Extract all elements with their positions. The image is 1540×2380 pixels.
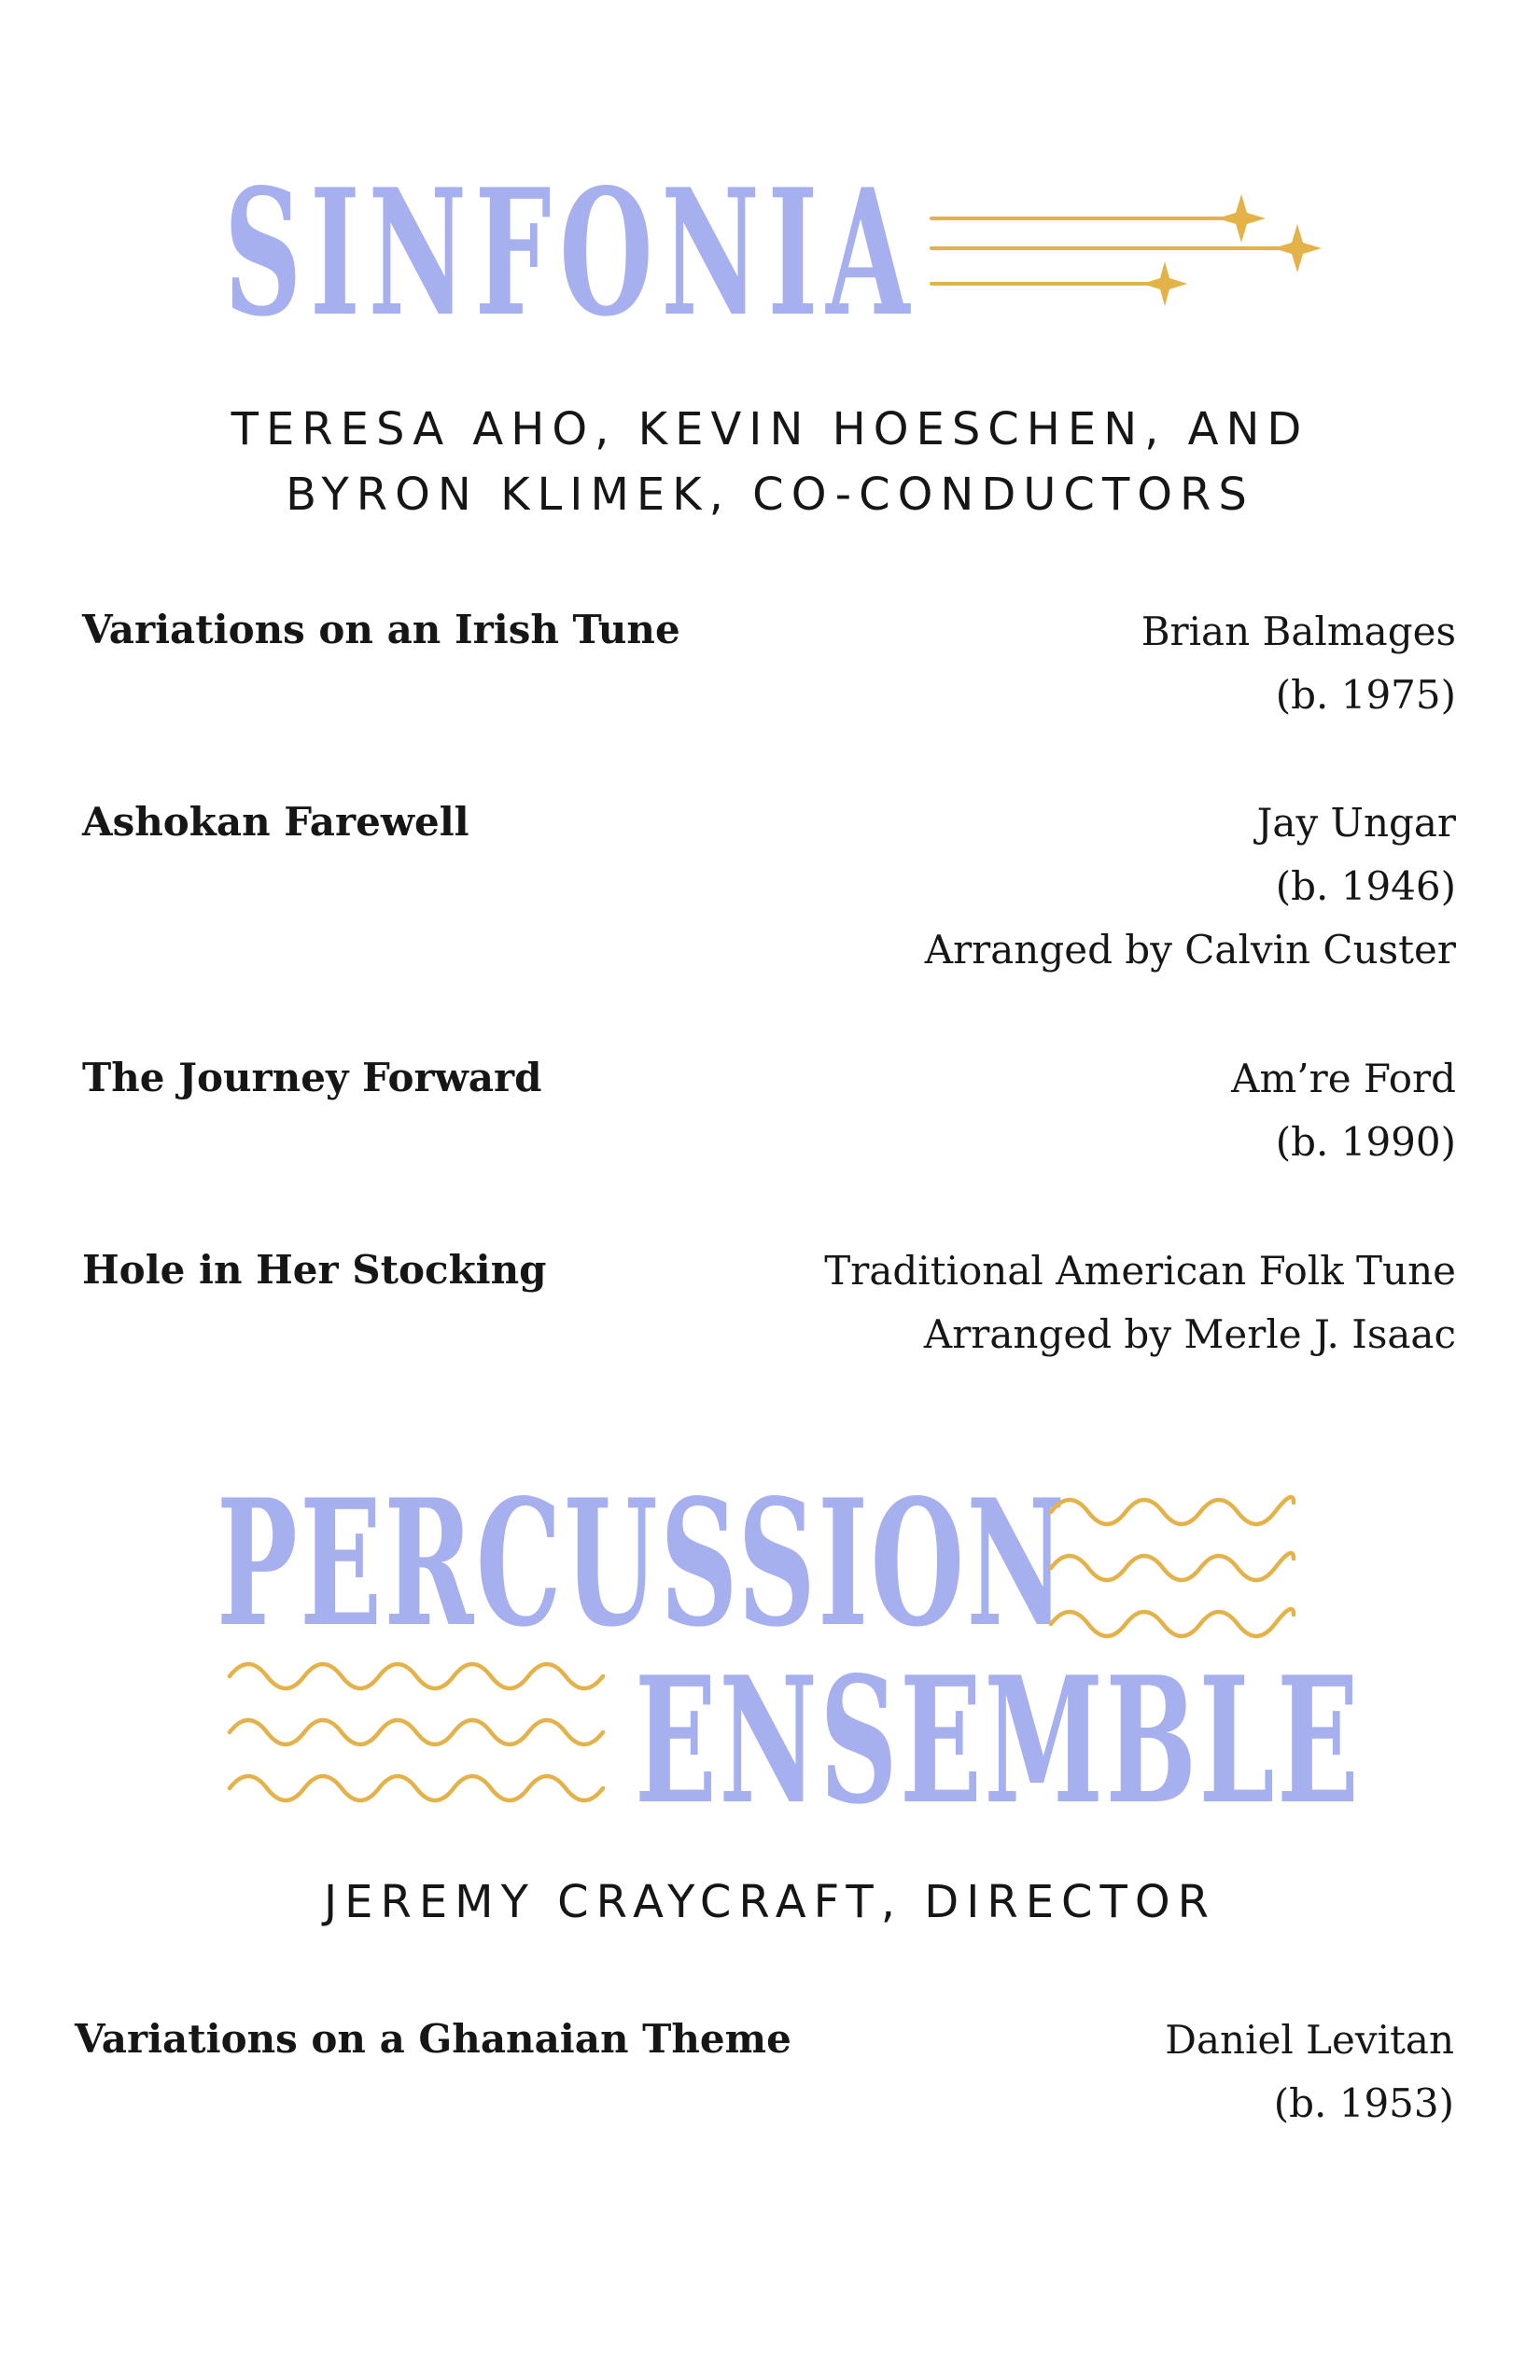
composer-credits (1231, 1047, 1456, 1174)
shooting-stars-icon (924, 187, 1335, 317)
conductors-line-2: BYRON KLIMEK, CO-CONDUCTORS (286, 469, 1254, 521)
waves-icon (224, 1643, 625, 1811)
composer-name: Traditional American Folk Tune (824, 1248, 1456, 1294)
piece-title: Hole in Her Stocking (82, 1247, 547, 1293)
composer-credits (1165, 2009, 1454, 2135)
director-line: JEREMY CRAYCRAFT, DIRECTOR (323, 1876, 1216, 1928)
composer-dates: (b. 1990) (1275, 1119, 1456, 1165)
conductors-line-1: TERESA AHO, KEVIN HOESCHEN, AND (231, 403, 1309, 455)
composer-name: Daniel Levitan (1165, 2017, 1454, 2063)
composer-dates: (b. 1946) (1275, 863, 1456, 909)
composer-credits (1141, 600, 1456, 727)
percussion-title-line-1: PERCUSSION (217, 1461, 1068, 1665)
arranger-credit: Arranged by Calvin Custer (924, 927, 1456, 973)
piece-title: Ashokan Farewell (82, 799, 469, 845)
composer-credits (824, 1239, 1456, 1366)
percussion-title-line-2: ENSEMBLE (635, 1638, 1362, 1842)
piece-title: The Journey Forward (82, 1055, 542, 1100)
composer-credits (925, 791, 1456, 982)
waves-icon (1045, 1484, 1316, 1652)
sinfonia-title: SINFONIA (224, 150, 918, 355)
composer-name: Brian Balmages (1141, 609, 1456, 654)
composer-name: Jay Ungar (1256, 800, 1456, 846)
piece-title: Variations on an Irish Tune (82, 607, 680, 652)
composer-dates: (b. 1953) (1273, 2080, 1454, 2126)
composer-dates: (b. 1975) (1275, 672, 1456, 718)
composer-name: Am’re Ford (1231, 1056, 1456, 1101)
arranger-credit: Arranged by Merle J. Isaac (923, 1311, 1456, 1357)
piece-title: Variations on a Ghanaian Theme (75, 2016, 791, 2062)
